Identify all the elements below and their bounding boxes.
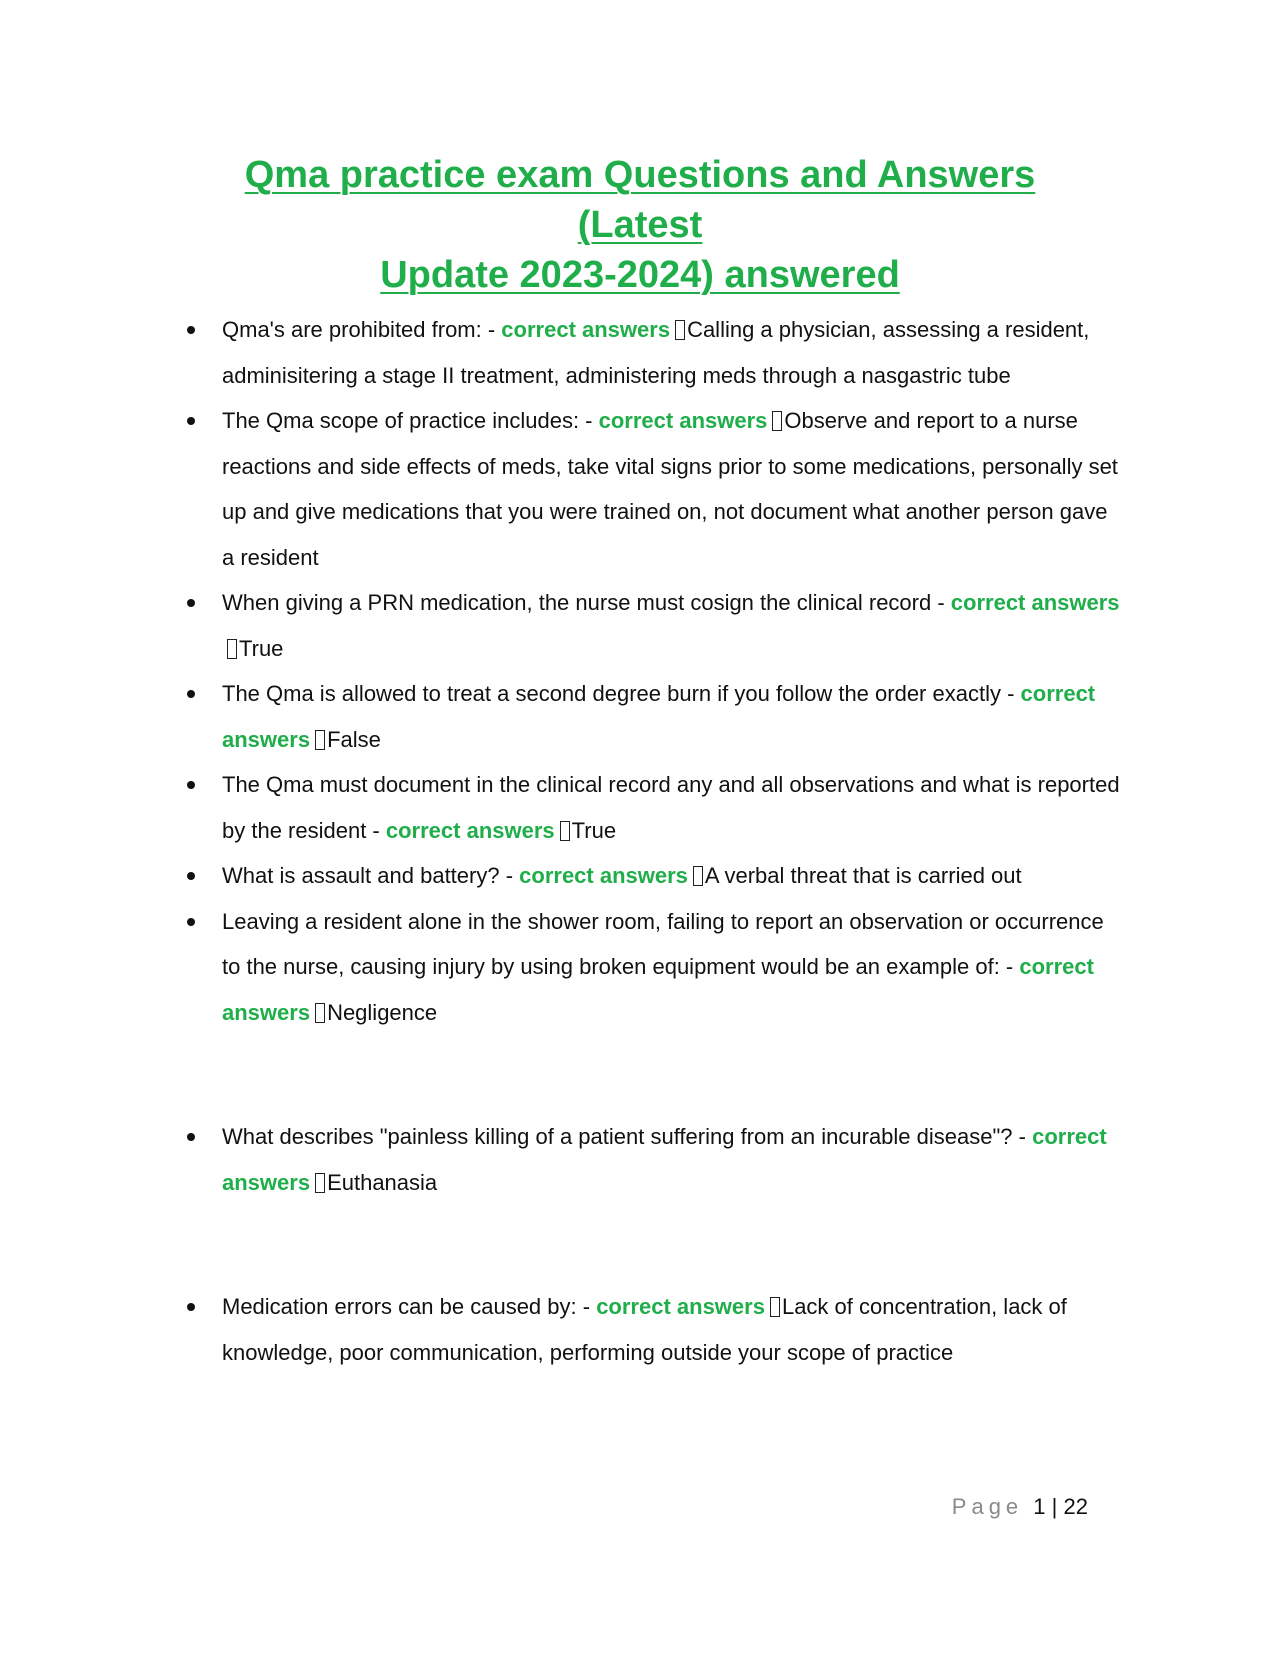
page-separator: | bbox=[1051, 1494, 1058, 1519]
checkbox-glyph-icon bbox=[315, 1173, 325, 1193]
answer-text: Euthanasia bbox=[327, 1169, 438, 1195]
answer-text: Calling a physician, assessing a resident, adminisitering a stage II treatment, administering meds through a nasgastric tube bbox=[222, 317, 1090, 388]
qa-item bbox=[222, 1114, 1122, 1205]
answer-text: True bbox=[239, 635, 284, 661]
document-title bbox=[200, 150, 1080, 300]
question-text: The Qma is allowed to treat a second degree burn if you follow the order exactly - bbox=[222, 681, 1021, 706]
correct-answers-label: correct answers bbox=[222, 681, 1096, 752]
qa-item bbox=[222, 671, 1122, 762]
title-line-1: Qma practice exam Questions and Answers (Latest bbox=[244, 154, 1036, 246]
checkbox-glyph-icon bbox=[693, 866, 703, 886]
question-text: When giving a PRN medication, the nurse must cosign the clinical record - bbox=[222, 590, 951, 615]
correct-answers-label: correct answers bbox=[519, 863, 688, 888]
page-word: Page bbox=[951, 1494, 1024, 1519]
total-pages: 22 bbox=[1063, 1494, 1088, 1519]
answer-text: A verbal threat that is carried out bbox=[704, 863, 1022, 888]
checkbox-glyph-icon bbox=[315, 730, 325, 750]
question-text: The Qma scope of practice includes: - bbox=[222, 408, 599, 433]
checkbox-glyph-icon bbox=[675, 320, 685, 340]
qa-item bbox=[222, 580, 1122, 671]
correct-answers-label: correct answers bbox=[385, 817, 555, 843]
checkbox-glyph-icon bbox=[560, 821, 570, 841]
question-text: What is assault and battery? - bbox=[222, 863, 520, 888]
qa-item bbox=[222, 398, 1122, 580]
answer-text: Lack of concentration, lack of knowledge, poor communication, performing outside your scope of practice bbox=[222, 1294, 1067, 1365]
answer-text: Negligence bbox=[327, 999, 438, 1025]
title-line-2: Update 2023-2024) answered bbox=[380, 254, 900, 296]
correct-answers-label: correct answers bbox=[596, 1294, 765, 1319]
correct-answers-label: correct answers bbox=[501, 317, 671, 342]
correct-answers-label: correct answers bbox=[950, 590, 1120, 615]
question-text: Qma's are prohibited from: - bbox=[222, 317, 502, 342]
page-number: 1 bbox=[1033, 1494, 1046, 1519]
qa-item bbox=[222, 762, 1122, 853]
qa-item bbox=[222, 899, 1122, 1036]
qa-list bbox=[222, 307, 1122, 1375]
question-text: The Qma must document in the clinical record any and all observations and what is reported by the resident - bbox=[222, 772, 1120, 843]
answer-text: True bbox=[571, 817, 617, 843]
answer-text: False bbox=[327, 726, 381, 752]
answer-text: Observe and report to a nurse reactions and side effects of meds, take vital signs prior to some medications, personally set up and give medications that you were trained on, not document what another person gave a resident bbox=[222, 408, 1118, 570]
correct-answers-label: correct answers bbox=[222, 1124, 1107, 1195]
page-footer bbox=[952, 1494, 1088, 1520]
qa-item bbox=[222, 1284, 1122, 1375]
question-text: What describes "painless killing of a patient suffering from an incurable disease"? - bbox=[222, 1124, 1033, 1149]
qa-item bbox=[222, 853, 1122, 899]
checkbox-glyph-icon bbox=[770, 1297, 780, 1317]
checkbox-glyph-icon bbox=[772, 411, 782, 431]
question-text: Medication errors can be caused by: - bbox=[222, 1294, 597, 1319]
qa-item bbox=[222, 307, 1122, 398]
correct-answers-label: correct answers bbox=[222, 954, 1094, 1025]
correct-answers-label: correct answers bbox=[598, 408, 768, 433]
question-text: Leaving a resident alone in the shower room, failing to report an observation or occurrence to the nurse, causing injury by using broken equipment would be an example of: - bbox=[222, 908, 1104, 979]
checkbox-glyph-icon bbox=[315, 1003, 325, 1023]
checkbox-glyph-icon bbox=[227, 639, 237, 659]
